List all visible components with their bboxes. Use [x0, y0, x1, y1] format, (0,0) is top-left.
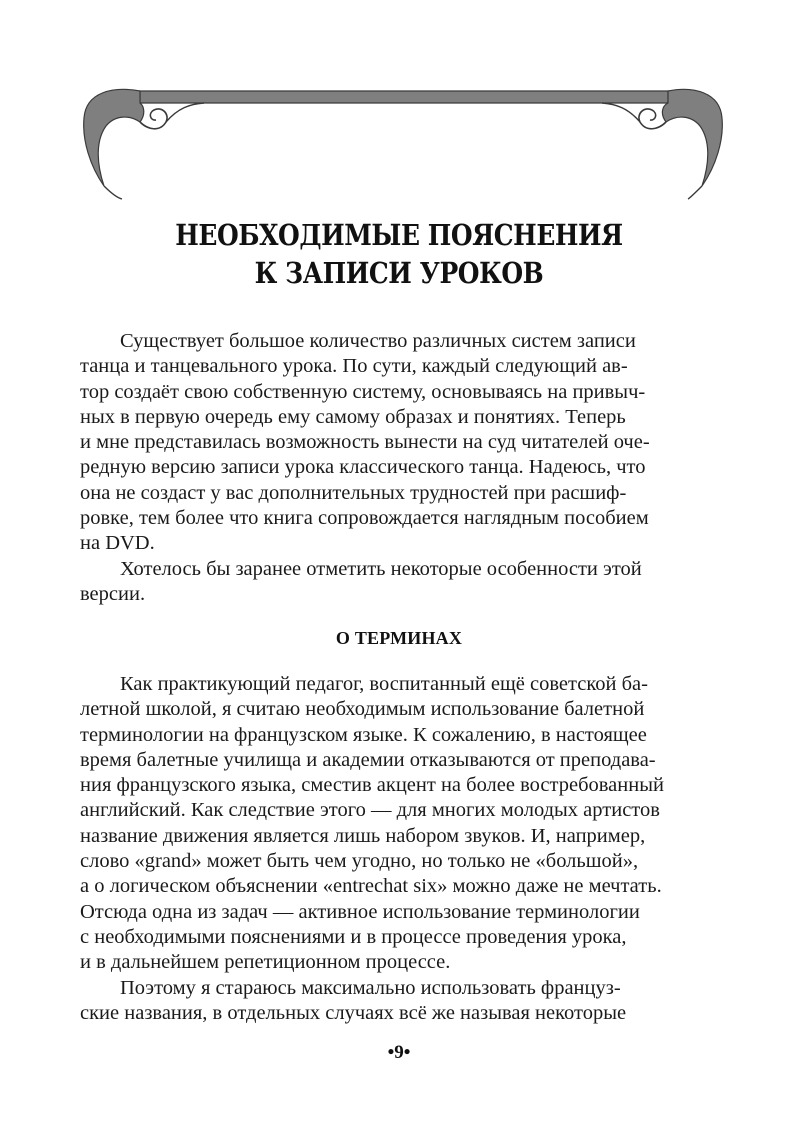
text-line: ния французского языка, сместив акцент на более востребованный — [80, 774, 664, 797]
text-line: ровке, тем более что книга сопровождается наглядным пособием — [80, 507, 649, 530]
text-line: а о логическом объяснении «entrechat six» можно даже не мечтать. — [80, 875, 662, 898]
text-line: тор создаёт свою собственную систему, основываясь на привыч- — [80, 380, 646, 403]
text-line: летной школой, я считаю необходимым использование балетной — [80, 698, 645, 721]
text-line: слово «grand» может быть чем угодно, но только не «большой», — [80, 850, 639, 873]
terms-text — [80, 672, 710, 1026]
chapter-title-line-1: НЕОБХОДИМЫЕ ПОЯСНЕНИЯ — [175, 218, 623, 252]
text-line: Поэтому я стараюсь максимально использовать француз- — [120, 976, 621, 999]
text-line: время балетные училища и академии отказываются от преподава- — [80, 748, 656, 771]
chapter-title — [56, 216, 742, 292]
header-ornament — [78, 78, 728, 203]
text-line: Существует большое количество различных систем записи — [120, 330, 636, 352]
text-line: версии. — [80, 582, 146, 605]
text-line: она не создаст у вас дополнительных трудностей при расшиф- — [80, 481, 627, 504]
text-line: Отсюда одна из задач — активное использование терминологии — [80, 900, 640, 923]
text-line: танца и танцевального урока. По сути, каждый следующий ав- — [80, 355, 628, 378]
text-line: и в дальнейшем репетиционном процессе. — [80, 951, 451, 974]
text-line: и мне представилась возможность вынести на суд читателей оче- — [80, 431, 650, 454]
text-line: ных в первую очередь ему самому образах и понятиях. Теперь — [80, 405, 626, 428]
page-number: •9• — [387, 1042, 411, 1063]
text-line: Как практикующий педагог, воспитанный ещё советской ба- — [120, 673, 648, 695]
text-line: на DVD. — [80, 532, 155, 555]
intro-text — [80, 329, 710, 607]
chapter-title-line-2: К ЗАПИСИ УРОКОВ — [254, 256, 544, 290]
section-heading: О ТЕРМИНАХ — [335, 628, 463, 648]
text-line: редную версию записи урока классического танца. Надеюсь, что — [80, 456, 646, 479]
text-line: английский. Как следствие этого — для многих молодых артистов — [80, 799, 660, 822]
text-line: название движения является лишь набором звуков. И, например, — [80, 824, 646, 847]
text-line: с необходимыми пояснениями и в процессе проведения урока, — [80, 925, 627, 948]
text-line: ские названия, в отдельных случаях всё же называя некоторые — [80, 1001, 627, 1024]
text-line: Хотелось бы заранее отметить некоторые особенности этой — [120, 557, 642, 580]
text-line: терминологии на французском языке. К сожалению, в настоящее — [80, 723, 647, 746]
